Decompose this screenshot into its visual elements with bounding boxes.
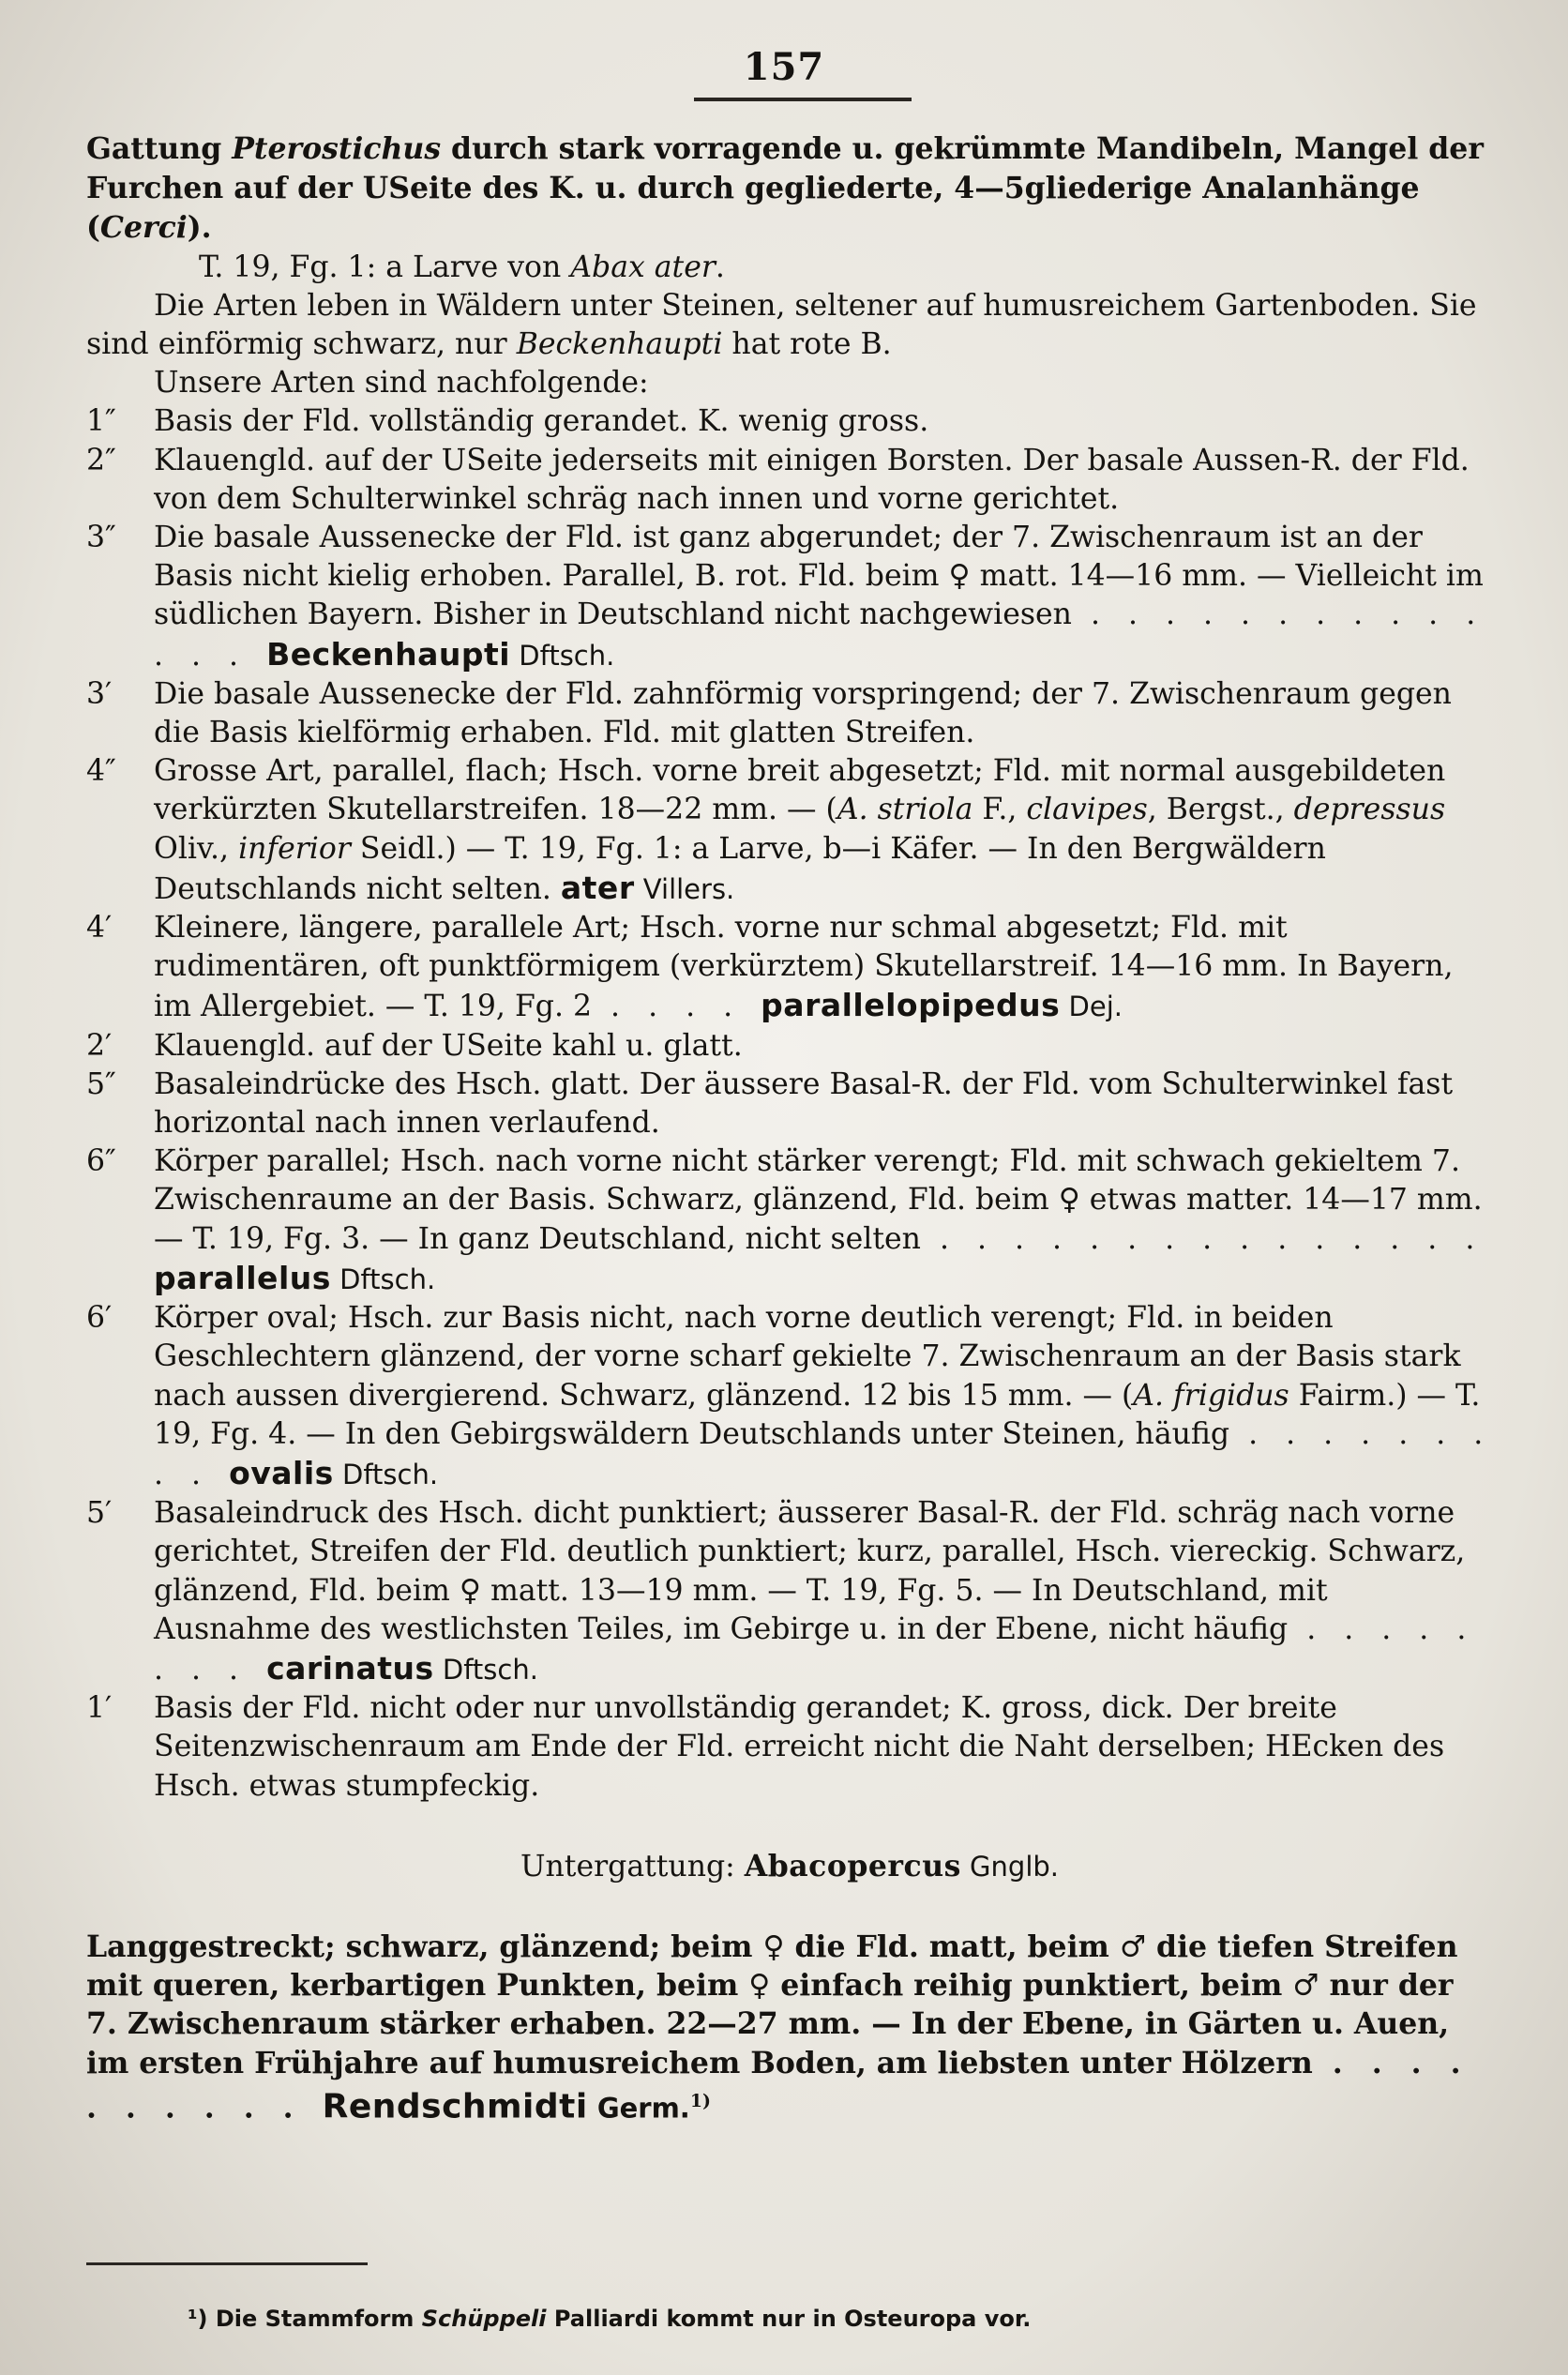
key-number: 1′ <box>86 1691 113 1726</box>
page-number: 157 <box>743 45 825 89</box>
species-author: Dftsch. <box>330 1263 436 1295</box>
key-text: Basaleindrücke des Hsch. glatt. Der äussere Basal-R. der Fld. vom Schulterwinkel fast horizontal nach innen verlaufend. <box>154 1066 1454 1141</box>
page-body <box>86 129 1493 2127</box>
synonym-author: Fairm.) — T. 19, Fg. 4. — In den Gebirgswäldern Deutschlands unter Steinen, häufig <box>154 1378 1481 1451</box>
key-entry <box>86 402 1493 441</box>
key-number: 4′ <box>86 911 113 945</box>
genus-text: durch stark vorragende u. gekrümmte Mandibeln, Mangel der Furchen auf der USeite des K. u. durch gegliederte, 4—5gliederige Analanhänge ( <box>86 131 1484 246</box>
key-text: Basis der Fld. vollständig gerandet. K. wenig gross. <box>154 404 929 439</box>
key-entry <box>86 675 1493 752</box>
final-text: Langgestreckt; schwarz, glänzend; beim ♀ die Fld. matt, beim ♂ die tiefen Streifen mit queren, kerbartigen Punkten, beim ♀ einfach reihig punktiert, beim ♂ nur der 7. Zwischenraum stärker erhaben. 22—27 mm. — In der Ebene, in Gärten u. Auen, im ersten Frühjahre auf humusreichem Boden, am liebsten unter Hölzern <box>86 1929 1458 2080</box>
key-text: Die basale Aussenecke der Fld. ist ganz abgerundet; der 7. Zwischenraum ist an der Basis nicht kielig erhoben. Parallel, B. rot. Fld. beim ♀ matt. 14—16 mm. — Vielleicht im südlichen Bayern. Bisher in Deutschland nicht nachgewiesen <box>154 521 1484 632</box>
key-text: Grosse Art, parallel, flach; Hsch. vorne breit abgesetzt; Fld. mit normal ausgebildeten verkürzten Skutellarstreifen. 18—22 mm. — ( <box>154 754 1446 827</box>
subgenus-name: Abacopercus <box>744 1848 961 1883</box>
key-number: 6′ <box>86 1301 113 1336</box>
figure-species: Abax ater <box>570 250 716 284</box>
key-text: Klauengld. auf der USeite kahl u. glatt. <box>154 1028 743 1063</box>
key-entry <box>86 1066 1493 1142</box>
key-entry <box>86 1142 1493 1299</box>
key-text: Klauengld. auf der USeite jederseits mit einigen Borsten. Der basale Aussen-R. der Fld. von dem Schulterwinkel schräg nach innen und vorne gerichtet. <box>154 443 1470 516</box>
key-number: 2′ <box>86 1028 113 1063</box>
cerci-term: Cerci <box>99 210 188 246</box>
synonym: A. striola <box>837 793 973 827</box>
page-number-rule <box>694 98 912 101</box>
synonym-author: F., <box>972 793 1027 827</box>
key-number: 1″ <box>86 404 116 439</box>
figure-ref-text: T. 19, Fg. 1: a Larve von <box>199 250 571 284</box>
subgenus-heading <box>86 1847 1493 1886</box>
habitat-species: Beckenhaupti <box>516 327 723 362</box>
figure-ref-end: . <box>715 250 725 284</box>
species-name: Beckenhaupti <box>266 635 511 673</box>
footnote-marker: 1) <box>689 2090 711 2111</box>
key-number: 4″ <box>86 754 116 789</box>
species-name: ater <box>560 869 635 906</box>
figure-reference <box>86 249 1493 287</box>
footnote-mark: ¹) <box>188 2306 208 2332</box>
species-author: Dftsch. <box>510 639 615 672</box>
synonym: depressus <box>1293 793 1446 827</box>
key-entry <box>86 752 1493 909</box>
key-entry <box>86 1689 1493 1806</box>
species-author: Germ. <box>587 2092 690 2125</box>
key-text: Basaleindruck des Hsch. dicht punktiert; äusserer Basal-R. der Fld. schräg nach vorne gerichtet, Streifen der Fld. deutlich punktiert; kurz, parallel, Hsch. viereckig. Schwarz, glänzend, Fld. beim ♀ matt. 13—19 mm. — T. 19, Fg. 5. — In Deutschland, mit Ausnahme des westlichsten Teiles, im Gebirge u. in der Ebene, nicht häufig <box>154 1496 1466 1646</box>
species-name: carinatus <box>266 1649 434 1687</box>
species-name: Rendschmidti <box>322 2087 588 2126</box>
key-number: 6″ <box>86 1144 116 1179</box>
species-author: Dftsch. <box>333 1458 439 1490</box>
habitat-paragraph <box>86 287 1493 364</box>
leader-dots: . . . . . . . . <box>154 1611 1476 1687</box>
key-text: Basis der Fld. nicht oder nur unvollständig gerandet; K. gross, dick. Der breite Seitenzwischenraum am Ende der Fld. erreicht nicht die Naht derselben; HEcken des Hsch. etwas stumpfeckig. <box>154 1691 1445 1803</box>
species-name: parallelopipedus <box>761 987 1061 1024</box>
subgenus-description <box>86 1928 1493 2128</box>
key-text: Kleinere, längere, parallele Art; Hsch. vorne nur schmal abgesetzt; Fld. mit rudimentären, oft punktförmigem (verkürztem) Skutellarstreif. 14—16 mm. In Bayern, im Allergebiet. — T. 19, Fg. 2 <box>154 911 1454 1024</box>
key-entry <box>86 909 1493 1027</box>
subgenus-label: Untergattung: <box>520 1849 745 1883</box>
synonym-author: Oliv., <box>154 831 239 866</box>
key-text: Körper oval; Hsch. zur Basis nicht, nach vorne deutlich verengt; Fld. in beiden Geschlechtern glänzend, der vorne scharf gekielte 7. Zwischenraum an der Basis stark nach aussen divergierend. Schwarz, glänzend. 12 bis 15 mm. — ( <box>154 1301 1461 1413</box>
key-number: 2″ <box>86 443 116 477</box>
leader-dots: . . . . . . . . . . . . . . <box>154 598 1485 673</box>
footnote <box>188 2306 1407 2332</box>
leader-dots: . . . . <box>592 990 761 1024</box>
following-line: Unsere Arten sind nachfolgende: <box>154 366 649 401</box>
leader-dots: . . . . . . . . . <box>154 1416 1493 1491</box>
genus-name: Pterostichus <box>232 131 442 166</box>
habitat-text-a: Die Arten leben in Wäldern unter Steinen, seltener auf humusreichem Gartenboden. Sie sind einförmig schwarz, nur <box>86 288 1477 362</box>
key-entry <box>86 519 1493 675</box>
synonym: clavipes <box>1026 793 1148 827</box>
synonym-author: Seidl.) — T. 19, Fg. 1: a Larve, b—i Käfer. — In den Bergwäldern Deutschlands nicht selten. <box>154 831 1326 906</box>
footnote-rule <box>86 2262 368 2265</box>
key-entry <box>86 1494 1493 1689</box>
species-author: Dftsch. <box>433 1653 538 1686</box>
footnote-text-end: Palliardi kommt nur in Osteuropa vor. <box>546 2306 1032 2332</box>
habitat-text-b: hat rote B. <box>722 327 892 362</box>
key-text: Körper parallel; Hsch. nach vorne nicht stärker verengt; Fld. mit schwach gekieltem 7. Zwischenraume an der Basis. Schwarz, glänzend, Fld. beim ♀ etwas matter. 14—17 mm. — T. 19, Fg. 3. — In ganz Deutschland, nicht selten <box>154 1144 1483 1256</box>
leader-dots: . . . . . . . . . . <box>86 2045 1470 2125</box>
key-entry <box>86 1299 1493 1494</box>
key-number: 5″ <box>86 1066 116 1101</box>
synonym: A. frigidus <box>1133 1378 1289 1413</box>
species-author: Dej. <box>1060 991 1123 1023</box>
synonym: inferior <box>238 831 351 866</box>
key-number: 5′ <box>86 1496 113 1531</box>
species-name: parallelus <box>154 1259 331 1296</box>
footnote-text: Die Stammform <box>207 2306 422 2332</box>
genus-description <box>86 129 1493 249</box>
subgenus-author: Gnglb. <box>960 1850 1060 1883</box>
footnote-species: Schüppeli <box>421 2306 547 2332</box>
leader-dots: . . . . . . . . . . . . . . . <box>920 1221 1485 1256</box>
synonym-author: , Bergst., <box>1147 793 1294 827</box>
key-number: 3″ <box>86 521 116 555</box>
key-number: 3′ <box>86 676 113 711</box>
genus-label: Gattung <box>86 131 233 166</box>
key-entry <box>86 442 1493 519</box>
genus-text-end: ). <box>187 210 212 246</box>
key-text: Die basale Aussenecke der Fld. zahnförmig vorspringend; der 7. Zwischenraum gegen die Basis kielförmig erhaben. Fld. mit glatten Streifen. <box>154 676 1452 750</box>
key-entry <box>86 1027 1493 1066</box>
species-author: Villers. <box>634 872 735 905</box>
species-name: ovalis <box>229 1454 334 1491</box>
